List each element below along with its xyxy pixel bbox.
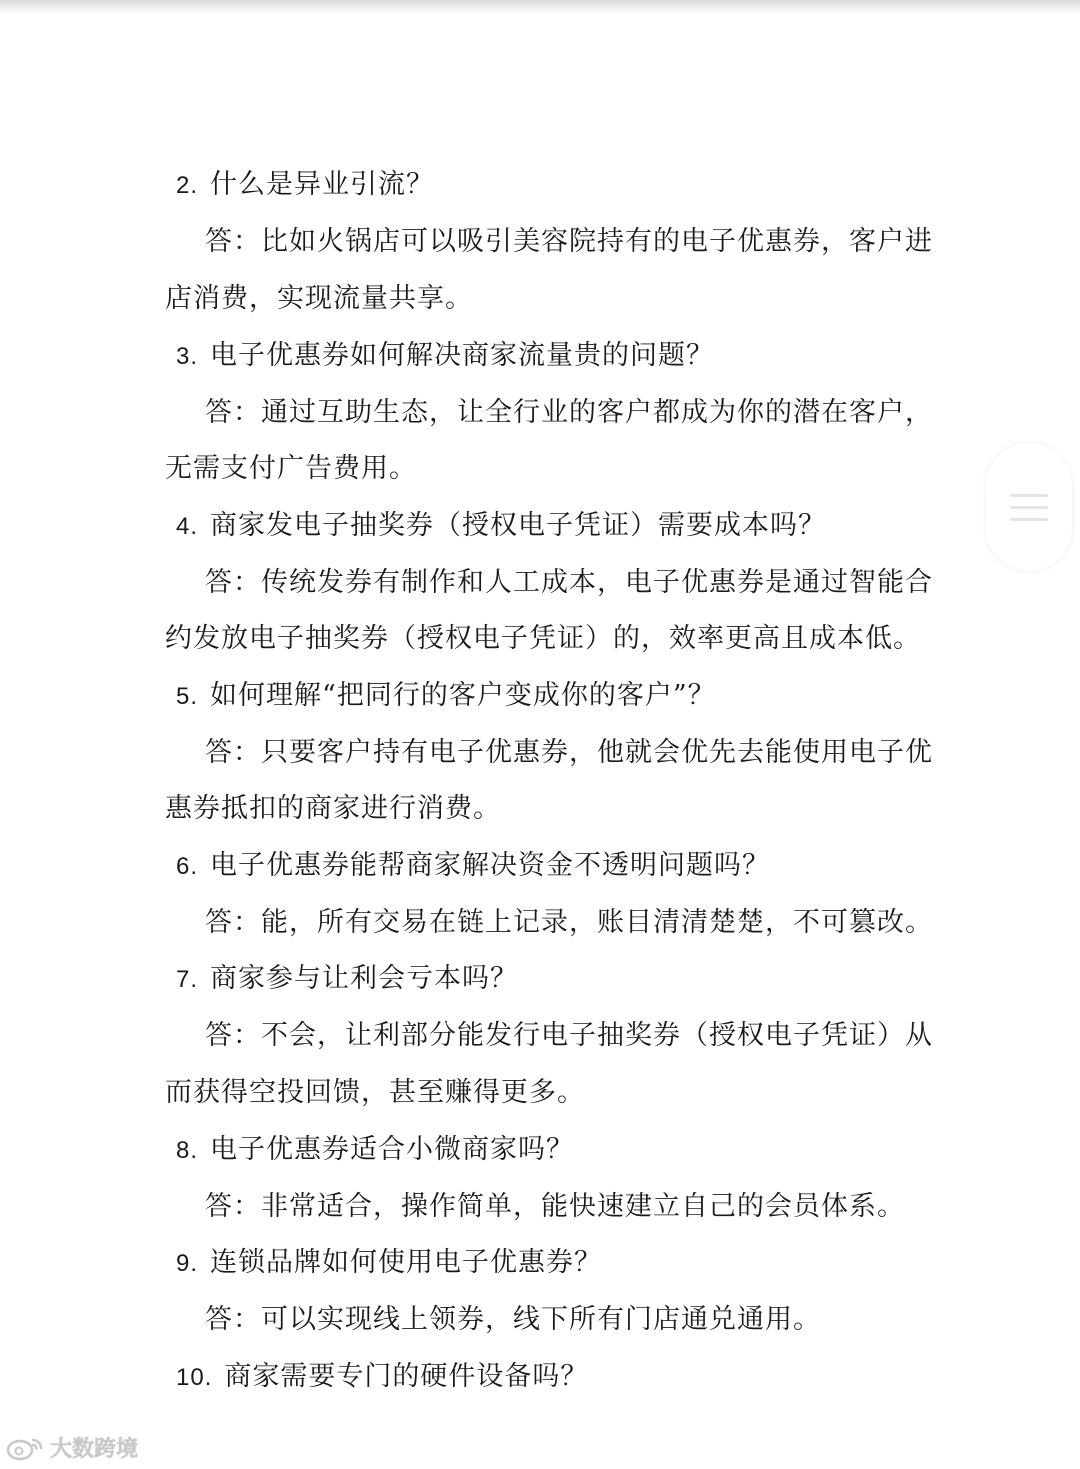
question-5: 5. 如何理解“把同行的客户变成你的客户”？ — [176, 680, 716, 711]
answer-5-line-2: 惠券抵扣的商家进行消费。 — [165, 793, 501, 824]
menu-line-icon — [1010, 506, 1048, 509]
menu-line-icon — [1010, 518, 1048, 521]
floating-menu-button[interactable] — [986, 443, 1072, 571]
answer-3-line-1: 答：通过互助生态，让全行业的客户都成为你的潜在客户， — [205, 397, 933, 428]
question-7: 7. 商家参与让利会亏本吗？ — [176, 963, 519, 994]
menu-line-icon — [1010, 494, 1048, 497]
question-2: 2. 什么是异业引流？ — [176, 169, 435, 200]
answer-6-line-1: 答：能，所有交易在链上记录，账目清清楚楚，不可篡改。 — [205, 907, 933, 938]
answer-7-line-1: 答：不会，让利部分能发行电子抽奖券（授权电子凭证）从 — [205, 1020, 933, 1051]
watermark-text: 大数跨境 — [50, 1437, 139, 1462]
answer-5-line-1: 答：只要客户持有电子优惠券，他就会优先去能使用电子优 — [205, 737, 933, 768]
question-3: 3. 电子优惠券如何解决商家流量贵的问题？ — [176, 340, 715, 371]
answer-2-line-2: 店消费，实现流量共享。 — [165, 283, 473, 314]
question-4: 4. 商家发电子抽奖券（授权电子凭证）需要成本吗？ — [176, 510, 827, 541]
question-8: 8. 电子优惠券适合小微商家吗？ — [176, 1134, 575, 1165]
weibo-logo-icon — [6, 1434, 46, 1462]
question-9: 9. 连锁品牌如何使用电子优惠券？ — [176, 1247, 603, 1278]
top-edge-shadow — [0, 0, 1080, 14]
answer-9-line-1: 答：可以实现线上领券，线下所有门店通兑通用。 — [205, 1304, 821, 1335]
answer-8-line-1: 答：非常适合，操作简单，能快速建立自己的会员体系。 — [205, 1191, 905, 1222]
question-6: 6. 电子优惠券能帮商家解决资金不透明问题吗？ — [176, 850, 771, 881]
watermark — [6, 1432, 138, 1463]
answer-4-line-1: 答：传统发券有制作和人工成本，电子优惠券是通过智能合 — [205, 567, 933, 598]
answer-4-line-2: 约发放电子抽奖券（授权电子凭证）的，效率更高且成本低。 — [165, 623, 921, 654]
answer-3-line-2: 无需支付广告费用。 — [165, 453, 417, 484]
answer-2-line-1: 答：比如火锅店可以吸引美容院持有的电子优惠券，客户进 — [205, 226, 933, 257]
question-10: 10. 商家需要专门的硬件设备吗？ — [176, 1361, 589, 1392]
answer-7-line-2: 而获得空投回馈，甚至赚得更多。 — [165, 1077, 585, 1108]
